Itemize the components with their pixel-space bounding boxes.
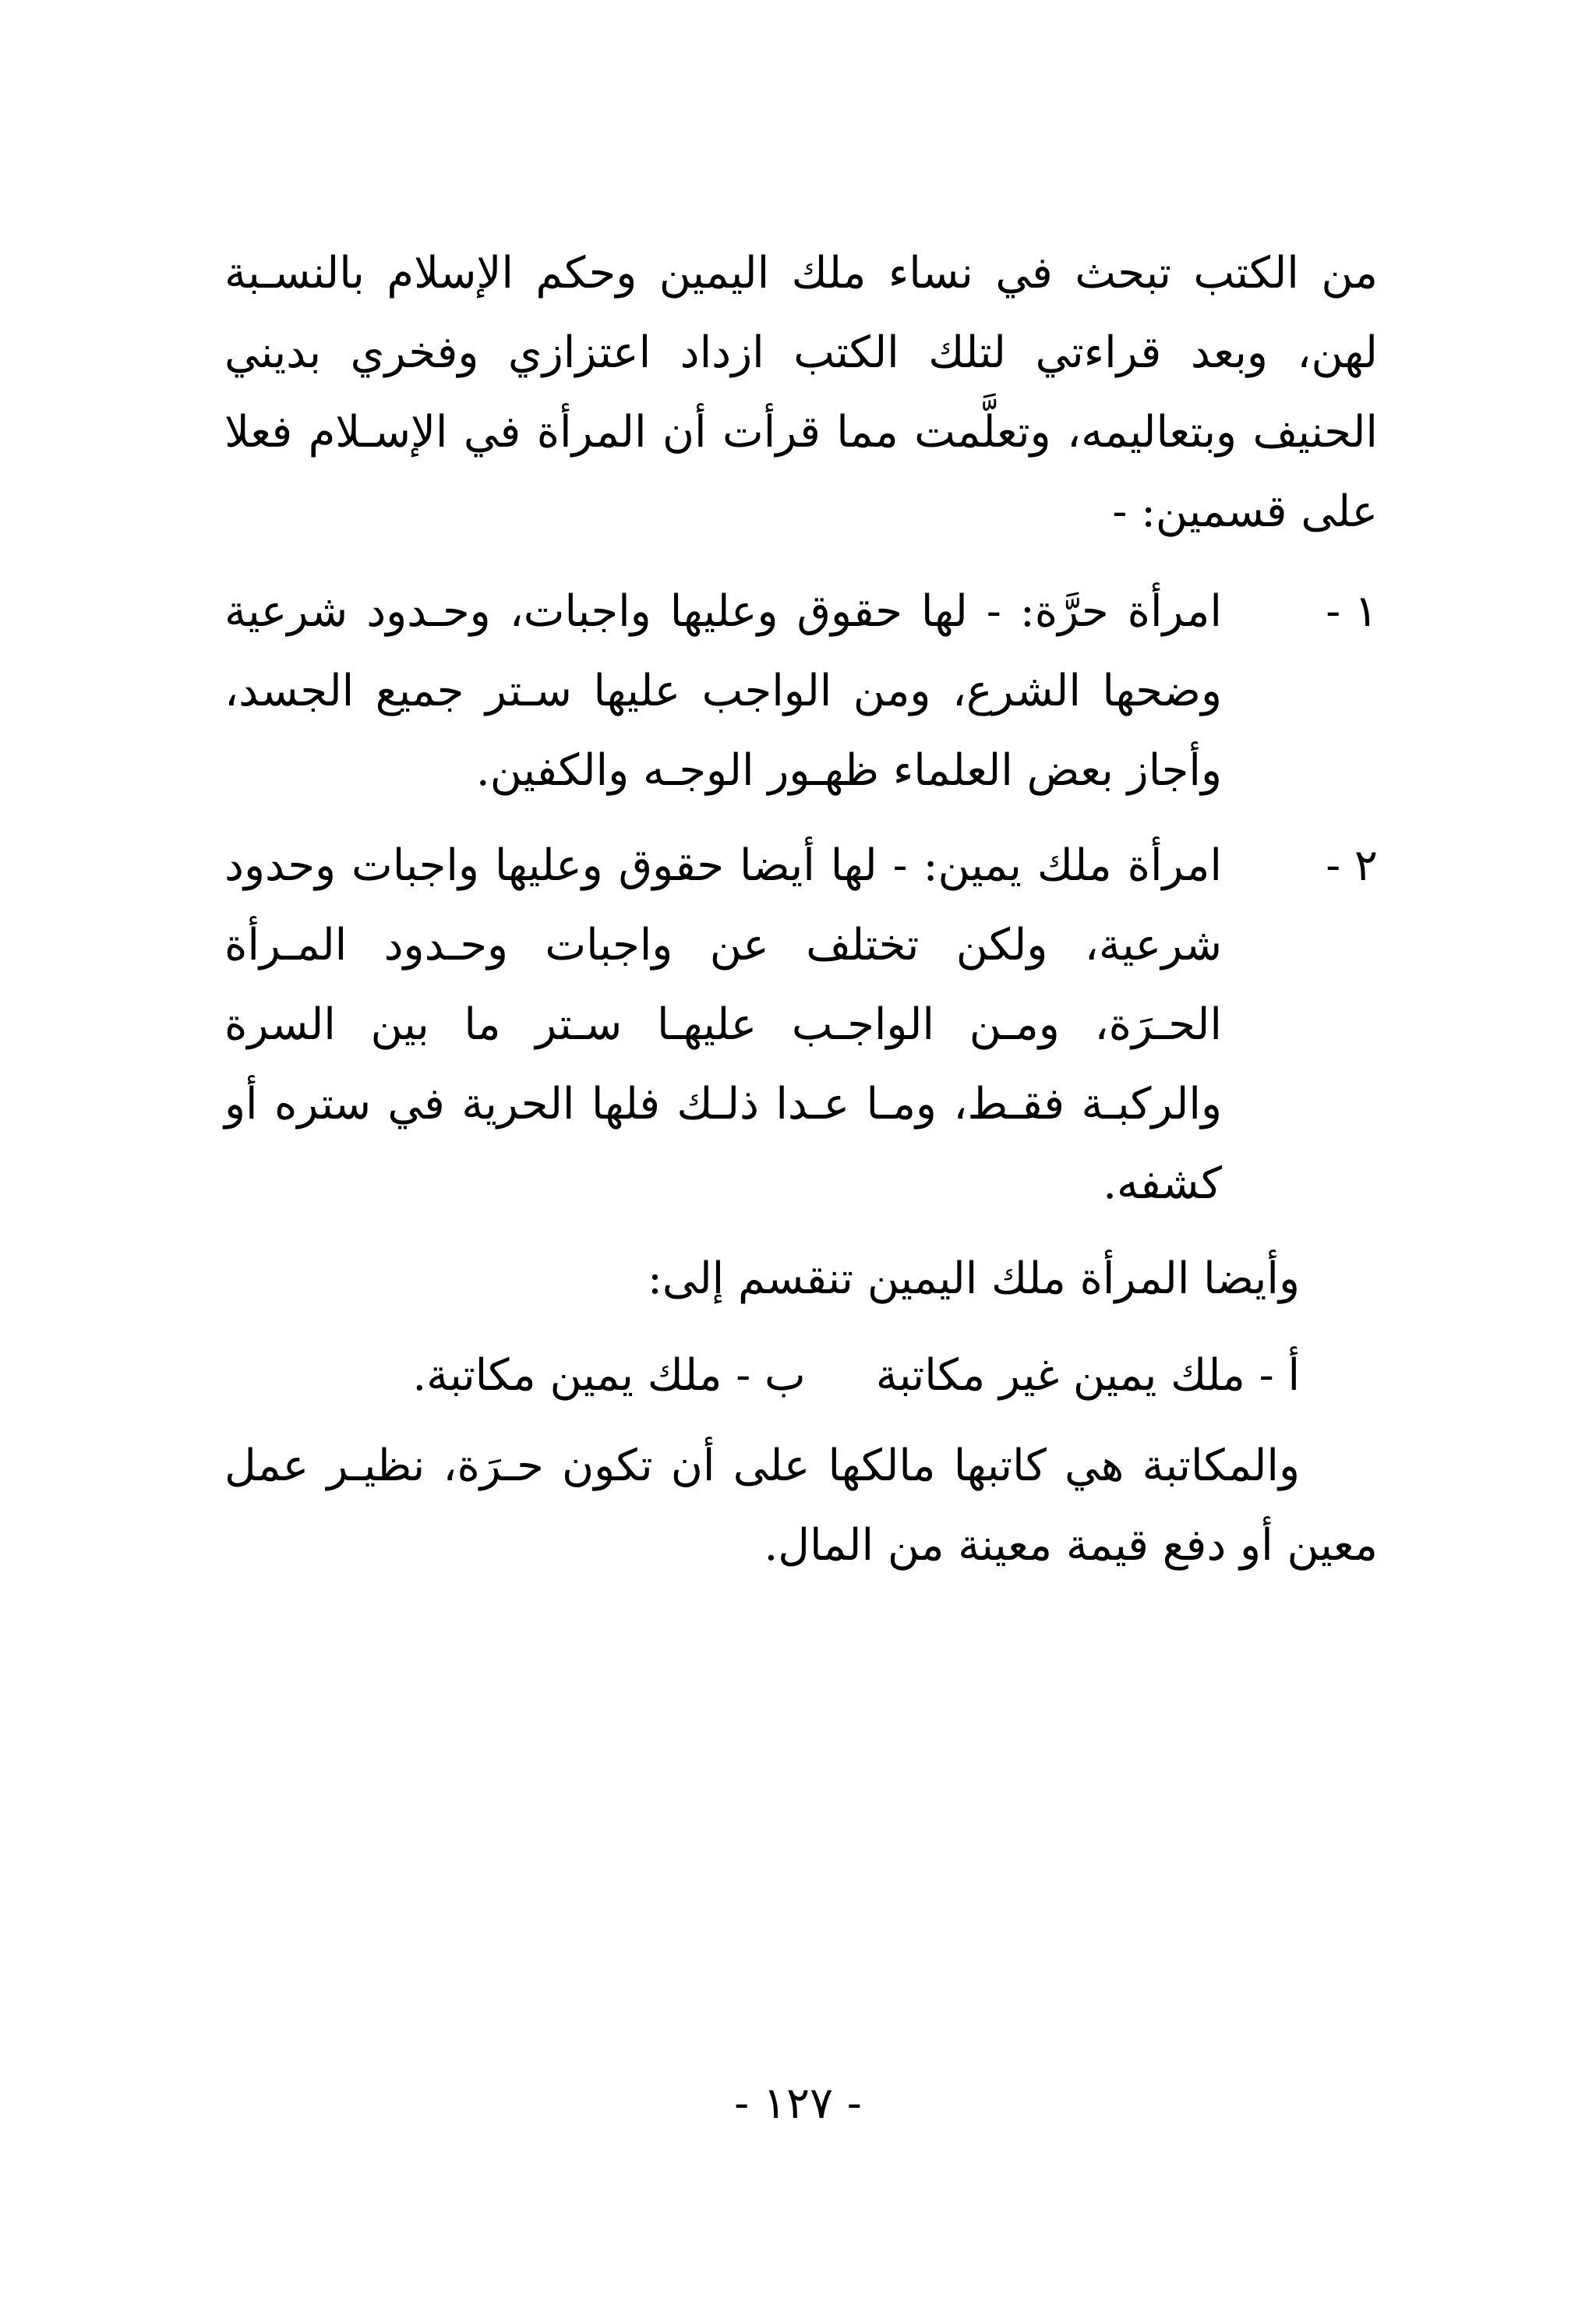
list-item-text: امرأة حرَّة: - لها حقوق وعليها واجبات، وحـدود شرعية وضحها الشرع، ومن الواجب عليها سـتر جميع الجسد، وأجاز بعض العلماء ظهـور الوجـه والكفين. (224, 586, 1222, 796)
list-item-text: امرأة ملك يمين: - لها أيضا حقوق وعليها واجبات وحدود شرعية، ولكن تختلف عن واجبات وحـدود المـرأة الحـرَة، ومـن الواجـب عليهـا سـتر ما بين السرة والركبـة فقـط، ومـا عـدا ذلـك فلها الحرية في ستره أو كشفه. (224, 840, 1222, 1209)
intro-paragraph: من الكتب تبحث في نساء ملك اليمين وحكم الإسلام بالنسـبة لهن، وبعد قراءتي لتلك الكتب ازداد اعتزازي وفخري بديني الحنيف وبتعاليمه، وتعلَّمت مما قرأت أن المرأة في الإسـلام فعلا على قسمين: - (224, 248, 1378, 537)
closing-paragraph: والمكاتبة هي كاتبها مالكها على أن تكون حـرَة، نظيـر عمل معين أو دفع قيمة معينة من المال. (224, 1441, 1378, 1571)
page-body (224, 234, 1378, 1586)
list-item (224, 826, 1378, 1224)
categories-list (224, 572, 1378, 1224)
list-item-number: ١ - (1326, 586, 1378, 637)
subdivision-option-a: أ - ملك يمين غير مكاتبة (875, 1350, 1300, 1401)
subdivision-option-b: ب - ملك يمين مكاتبة. (412, 1350, 806, 1401)
subdivision-intro: وأيضا المرأة ملك اليمين تنقسم إلى: (648, 1253, 1300, 1304)
list-item-number: ٢ - (1326, 840, 1378, 891)
subdivision-options (224, 1336, 1378, 1416)
list-item (224, 572, 1378, 811)
page-number: - ١٢٧ - (734, 2078, 862, 2129)
